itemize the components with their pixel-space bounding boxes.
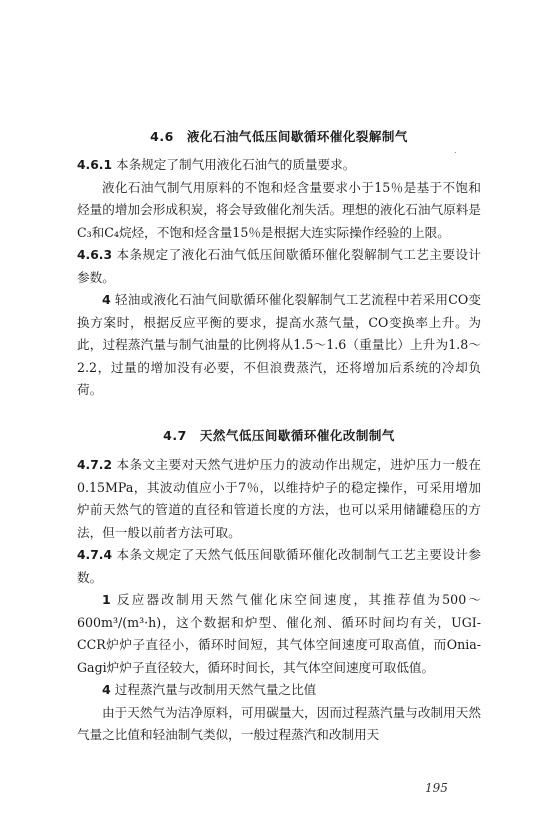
- section-heading-4-6: 4.6 液化石油气低压间歇循环催化裂解制气: [150, 129, 408, 144]
- clause-text: 本条规定了液化石油气低压间歇循环催化裂解制气工艺主要设计参数。: [77, 247, 481, 285]
- clause-4-7-2: [77, 454, 481, 544]
- clause-number: 4.6.1: [77, 158, 113, 172]
- item-text: 轻油或液化石油气间歇循环催化裂解制气工艺流程中若采用CO变换方案时，根据反应平衡的要求，提高水蒸气量，CO变换率上升。为此，过程蒸汽量与制气油量的比例将从1.5～1.6（重量比）上升为1.8～2.2，过量的增加没有必要，不但浪费蒸汽，还将增加后系统的冷却负荷。: [77, 292, 481, 397]
- list-item: [77, 589, 481, 679]
- item-number: 1: [102, 592, 111, 607]
- clause-number: 4.7.4: [77, 548, 113, 562]
- item-number: 4: [102, 682, 111, 697]
- clause-number: 4.6.3: [77, 248, 113, 262]
- list-item: [77, 289, 481, 402]
- clause-text: 本条文规定了天然气低压间歇循环催化改制制气工艺主要设计参数。: [77, 547, 481, 585]
- item-text: 过程蒸汽量与改制用天然气量之比值: [114, 682, 317, 697]
- item-number: 4: [102, 292, 111, 307]
- paragraph: 由于天然气为洁净原料，可用碳量大，因而过程蒸汽量与改制用天然气量之比值和轻油制气类似，一般过程蒸汽和改制用天: [77, 704, 481, 742]
- clause-number: 4.7.2: [77, 458, 113, 472]
- clause-4-6-1: [77, 154, 481, 177]
- list-item: [77, 679, 481, 702]
- section-block-4-7: [77, 454, 481, 747]
- clause-4-7-4: [77, 544, 481, 589]
- page-number: 195: [425, 781, 448, 795]
- stray-mark: .: [454, 146, 457, 155]
- paragraph: 液化石油气制气用原料的不饱和烃含量要求小于15％是基于不饱和烃量的增加会形成积炭，将会导致催化剂失活。理想的液化石油气原料是C₃和C₄烷烃，不饱和烃含量15％是根据大连实际操作经验的上限。: [77, 179, 481, 240]
- section-heading-4-7: 4.7 天然气低压间歇循环催化改制制气: [163, 428, 395, 443]
- section-block-4-6: [77, 154, 481, 402]
- clause-text: 本条规定了制气用液化石油气的质量要求。: [116, 157, 356, 172]
- clause-text: 本条文主要对天然气进炉压力的波动作出规定，进炉压力一般在0.15MPa，其波动值应小于7％，以维持炉子的稳定操作，可采用增加炉前天然气的管道的直径和管道长度的方法，也可以采用储罐稳压的方法，但一般以前者方法可取。: [77, 457, 481, 540]
- clause-4-6-3: [77, 244, 481, 289]
- item-text: 反应器改制用天然气催化床空间速度，其推荐值为500～600m³/(m³·h)，这个数据和炉型、催化剂、循环时间均有关，UGI-CCR炉炉子直径小，循环时间短，其气体空间速度可取高值，而Onia-Gagi炉炉子直径较大，循环时间长，其气体空间速度可取低值。: [77, 592, 481, 675]
